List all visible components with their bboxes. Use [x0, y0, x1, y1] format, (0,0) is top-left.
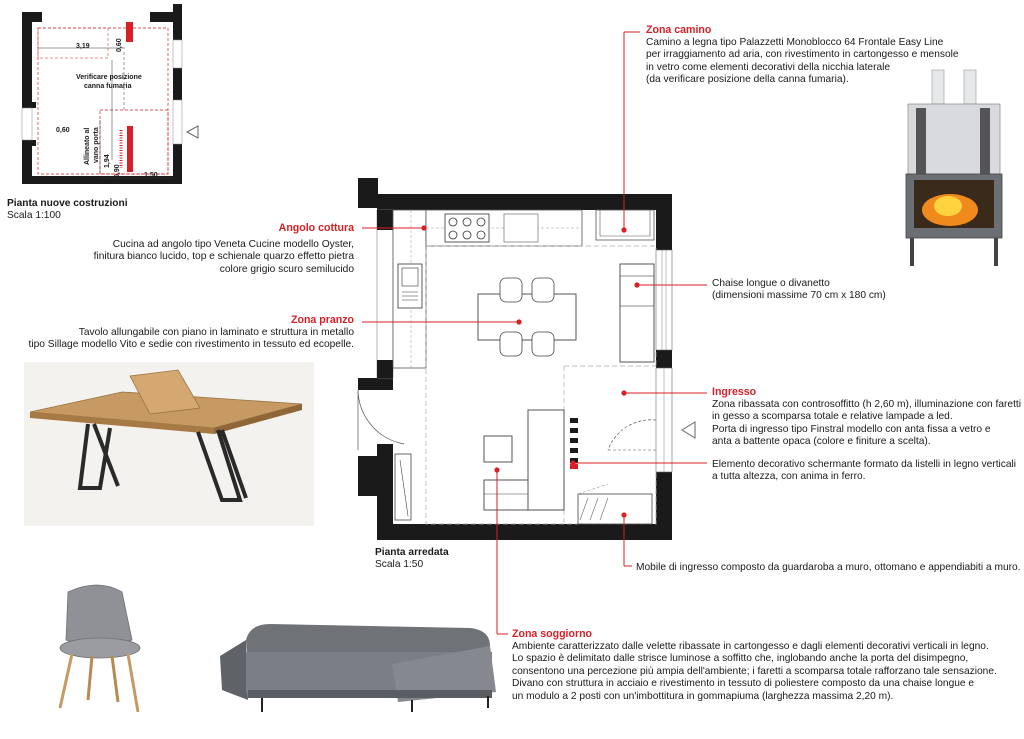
ingresso-line-3: Porta di ingresso tipo Finstral modello con anta fissa a vetro e [712, 423, 991, 435]
cottura-title: Angolo cottura [278, 222, 354, 234]
mobile-line-1: Mobile di ingresso composto da guardaroba a muro, ottomano e appendiabiti a muro. [636, 562, 1021, 573]
soggiorno-line-4: Divano con struttura in acciaio e rivestimento in tessuto di poliestere composto da una chaise longue e [512, 678, 975, 690]
annotation-chaise [712, 278, 886, 303]
camino-line-1: Camino a legna tipo Palazzetti Monoblocco 64 Frontale Easy Line [646, 37, 944, 48]
annotation-mobile [636, 562, 1021, 574]
cottura-line-1: Cucina ad angolo tipo Veneta Cucine modello Oyster, [112, 239, 354, 250]
small-dim-c: 0,60 [56, 127, 70, 134]
small-note-1: Verificare posizione [76, 74, 142, 81]
chaise-line-2: (dimensioni massime 70 cm x 180 cm) [712, 290, 886, 302]
soggiorno-line-5: un modulo a 2 posti con un'imbottitura in gommapiuma (larghezza massima 2,20 m). [512, 690, 894, 702]
small-note-2: canna fumaria [84, 83, 132, 90]
pranzo-title: Zona pranzo [291, 314, 354, 326]
annotation-cottura [94, 222, 354, 276]
annotation-camino [646, 24, 959, 87]
annotation-pranzo [29, 314, 354, 352]
ingresso-line-4: anta a battente opaca (colore e finiture a scelta). [712, 436, 931, 448]
soggiorno-title: Zona soggiorno [512, 628, 593, 640]
small-dim-d: 1,94 [104, 154, 111, 168]
elemento-line-2: a tutta altezza, con anima in ferro. [712, 471, 866, 483]
ingresso-line-2: in gesso a scomparsa totale e relative lampade a led. [712, 411, 953, 423]
small-dim-f: 1,50 [144, 172, 158, 179]
small-dim-e: 0,90 [114, 164, 121, 178]
annotation-soggiorno [512, 628, 997, 703]
small-plan [0, 0, 200, 225]
annotation-ingresso [712, 386, 1021, 449]
main-plan-title: Pianta arredata [375, 547, 449, 558]
cottura-line-3: colore grigio scuro semilucido [219, 263, 354, 275]
small-note-4: vano porta [93, 127, 100, 163]
pranzo-line-1: Tavolo allungabile con piano in laminato e struttura in metallo [78, 327, 354, 338]
small-plan-drawing [0, 0, 200, 200]
ingresso-line-1: Zona ribassata con controsoffitto (h 2,60 m), illuminazione con faretti [712, 399, 1021, 410]
camino-line-4: (da verificare posizione della canna fumaria). [646, 74, 849, 86]
main-plan-scale: Scala 1:50 [375, 559, 424, 570]
small-dim-a: 3,19 [76, 43, 90, 50]
ingresso-title: Ingresso [712, 386, 757, 398]
small-dim-b: 0,60 [116, 38, 123, 52]
soggiorno-line-1: Ambiente caratterizzato dalle velette ribassate in cartongesso e dagli elementi decorativi verticali in legno. [512, 641, 989, 652]
soggiorno-line-2: Lo spazio è delimitato dalle strisce luminose a soffitto che, inglobando anche la porta del disimpegno, [512, 653, 969, 665]
camino-line-2: per irraggiamento ad aria, con rivestimento in cartongesso e mensole [646, 49, 959, 61]
small-note-3: Allineato al [84, 127, 91, 165]
annotation-elemento [712, 459, 1016, 484]
small-plan-title: Pianta nuove costruzioni [7, 198, 128, 209]
elemento-line-1: Elemento decorativo schermante formato da listelli in legno verticali [712, 459, 1017, 470]
small-plan-scale: Scala 1:100 [7, 210, 61, 221]
cottura-line-2: finitura bianco lucido, top e schienale quarzo effetto pietra [93, 251, 354, 263]
camino-title: Zona camino [646, 24, 712, 36]
pranzo-line-2: tipo Sillage modello Vito e sedie con rivestimento in tessuto ed ecopelle. [28, 339, 354, 351]
soggiorno-line-3: consentono una percezione più ampia dell'ambiente; i faretti a scomparsa totale rafforzano tale sensazione. [512, 665, 997, 677]
entry-arrow-icon [187, 126, 198, 138]
camino-line-3: in vetro come elementi decorativi della nicchia laterale [646, 61, 891, 73]
chaise-line-1: Chaise longue o divanetto [712, 278, 830, 289]
